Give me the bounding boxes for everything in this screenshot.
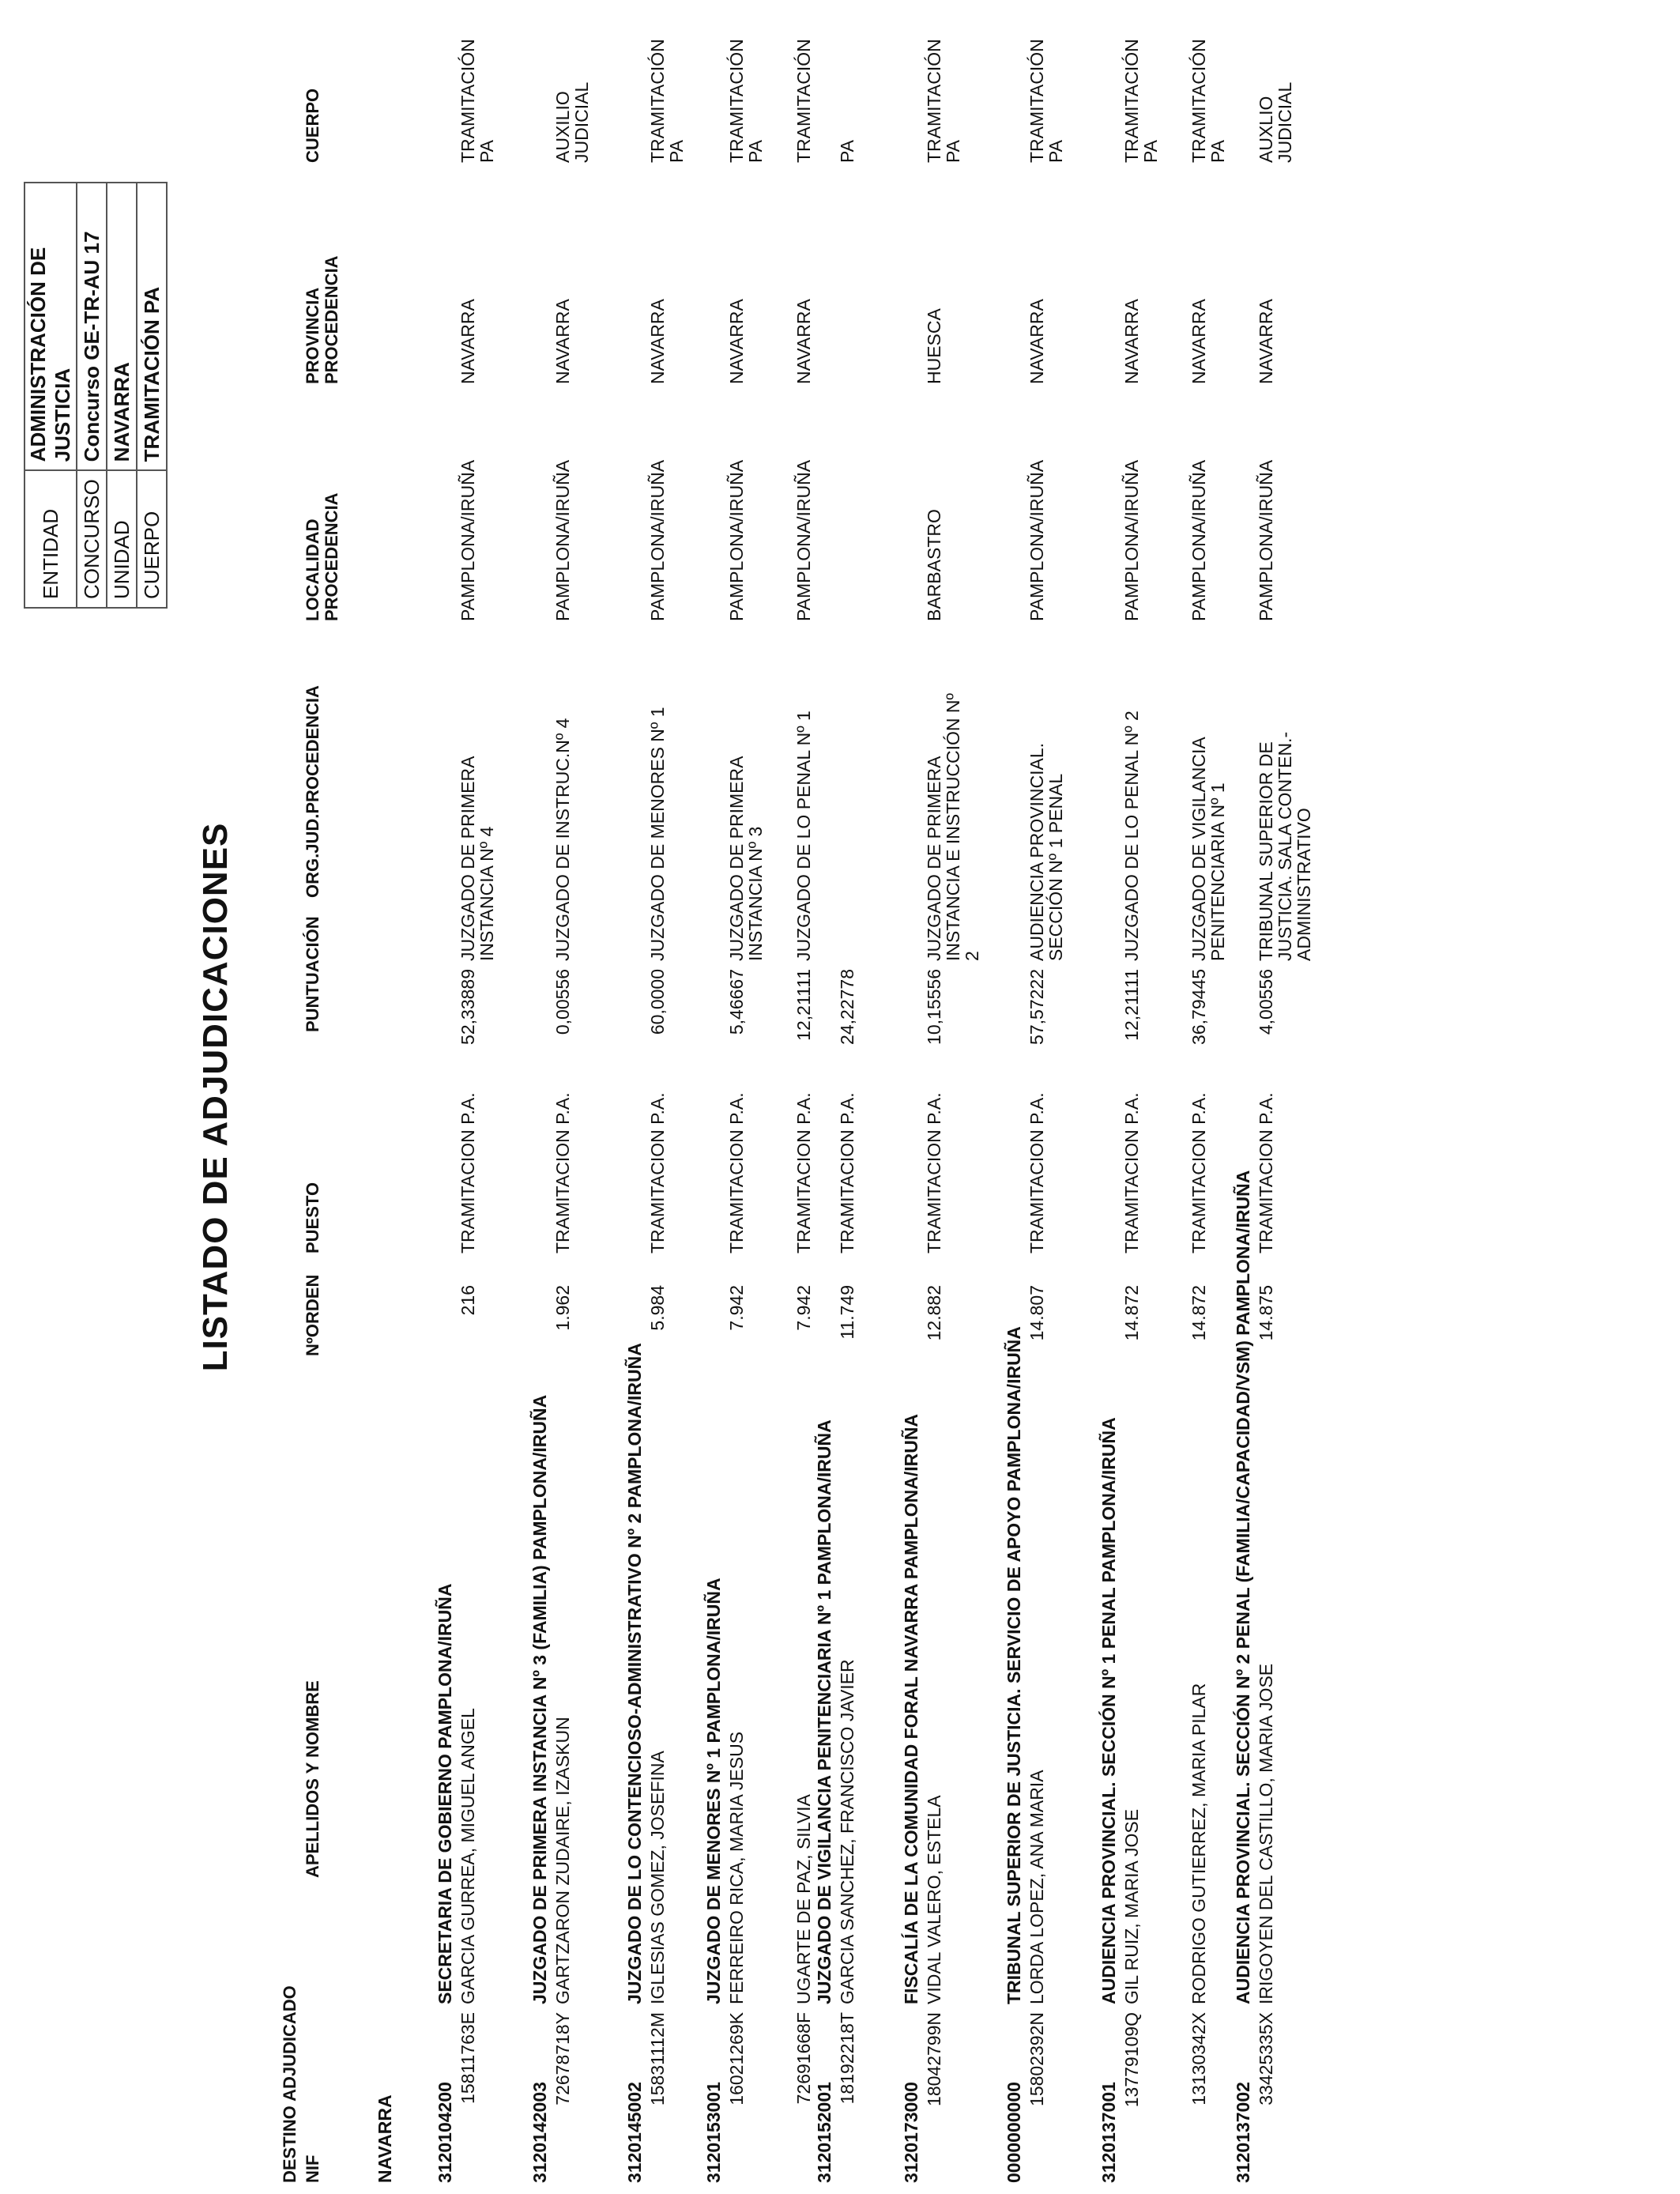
cell-localidad: PAMPLONA/IRUÑA [1188,459,1209,621]
cell-provincia: HUESCA [924,308,944,384]
cell-orden: 1.962 [552,1285,573,1331]
info-value: NAVARRA [107,183,137,470]
group-name: AUDIENCIA PROVINCIAL. SECCIÓN Nº 2 PENAL (FAMILIA/CAPACIDAD/VSM) PAMPLONA/IRUÑA [1233,1170,1253,2004]
group-code: 3120137001 [1098,2082,1119,2183]
page-title: LISTADO DE ADJUDICACIONES [196,822,235,1372]
cell-org: JUZGADO DE INSTRUC.Nº 4 [552,718,573,961]
group-code: 3120104200 [435,2082,455,2183]
cell-cuerpo: TRAMITACIÓN PA [1121,39,1161,163]
header-org: ORG.JUD.PROCEDENCIA [303,685,322,898]
info-box [24,182,168,609]
cell-org: JUZGADO DE VIGILANCIA PENITENCIARIA Nº 1 [1188,737,1228,961]
cell-orden: 12.882 [924,1285,944,1341]
cell-nif: 33425335X [1256,2012,1276,2105]
cell-provincia: NAVARRA [458,299,478,384]
cell-cuerpo: TRAMITACIÓN PA [458,39,497,163]
info-value: ADMINISTRACIÓN DE JUSTICIA [24,183,77,470]
cell-puntuacion: 52,33889 [458,969,478,1045]
header-orden: NºORDEN [303,1274,322,1356]
cell-cuerpo: TRAMITACIÓN PA [1026,39,1066,163]
cell-orden: 14.872 [1121,1285,1142,1341]
cell-localidad: PAMPLONA/IRUÑA [1121,459,1142,621]
cell-orden: 14.807 [1026,1285,1047,1341]
cell-org: JUZGADO DE LO PENAL Nº 2 [1121,711,1142,961]
cell-cuerpo: TRAMITACIÓN [793,39,814,163]
cell-puntuacion: 0,00556 [552,969,573,1035]
cell-org: JUZGADO DE PRIMERA INSTANCIA Nº 3 [726,756,766,961]
cell-nombre: GARTZARON ZUDAIRE, IZASKUN [552,1717,573,2004]
region-label: NAVARRA [375,2094,395,2183]
cell-cuerpo: PA [837,140,857,163]
cell-nombre: RODRIGO GUTIERREZ, MARIA PILAR [1188,1683,1209,2004]
cell-cuerpo: AUXILIO JUDICIAL [552,81,592,163]
group-name: TRIBUNAL SUPERIOR DE JUSTICIA. SERVICIO DE APOYO PAMPLONA/IRUÑA [1004,1326,1024,2004]
info-key: CUERPO [137,470,167,608]
cell-localidad: PAMPLONA/IRUÑA [793,459,814,621]
cell-puntuacion: 60,0000 [647,969,668,1035]
cell-nombre: UGARTE DE PAZ, SILVIA [793,1794,814,2004]
cell-provincia: NAVARRA [552,299,573,384]
cell-orden: 7.942 [726,1285,747,1331]
cell-provincia: NAVARRA [1121,299,1142,384]
group-name: JUZGADO DE PRIMERA INSTANCIA Nº 3 (FAMILIA) PAMPLONA/IRUÑA [529,1394,550,2004]
cell-puntuacion: 36,79445 [1188,969,1209,1045]
cell-localidad: PAMPLONA/IRUÑA [1026,459,1047,621]
cell-puesto: TRAMITACION P.A. [793,1092,814,1253]
cell-org: JUZGADO DE MENORES Nº 1 [647,707,668,961]
cell-puesto: TRAMITACION P.A. [1026,1092,1047,1253]
cell-nombre: GARCIA SANCHEZ, FRANCISCO JAVIER [837,1659,857,2004]
info-row [77,183,107,608]
cell-orden: 14.872 [1188,1285,1209,1341]
cell-cuerpo: TRAMITACIÓN PA [647,39,687,163]
cell-orden: 216 [458,1285,478,1316]
cell-puesto: TRAMITACION P.A. [1121,1092,1142,1253]
info-key: ENTIDAD [24,470,77,608]
cell-nombre: LORDA LOPEZ, ANA MARIA [1026,1770,1047,2004]
cell-provincia: NAVARRA [1256,299,1276,384]
cell-localidad: PAMPLONA/IRUÑA [458,459,478,621]
cell-puesto: TRAMITACION P.A. [458,1092,478,1253]
group-name: JUZGADO DE LO CONTENCIOSO-ADMINISTRATIVO Nº 2 PAMPLONA/IRUÑA [624,1343,645,2004]
group-code: 0000000000 [1004,2082,1024,2183]
cell-puesto: TRAMITACION P.A. [1256,1092,1276,1253]
cell-puntuacion: 5,46667 [726,969,747,1035]
cell-cuerpo: TRAMITACIÓN PA [1188,39,1228,163]
header-provincia: PROVINCIA PROCEDENCIA [303,255,341,384]
cell-puesto: TRAMITACION P.A. [552,1092,573,1253]
cell-puntuacion: 57,57222 [1026,969,1047,1045]
cell-orden: 14.875 [1256,1285,1276,1341]
header-puntuacion: PUNTUACIÓN [303,916,322,1032]
cell-provincia: NAVARRA [1188,299,1209,384]
cell-puesto: TRAMITACION P.A. [837,1092,857,1253]
info-row [24,183,77,608]
cell-org: JUZGADO DE PRIMERA INSTANCIA E INSTRUCCIÓN Nº 2 [924,693,982,961]
cell-nombre: VIDAL VALERO, ESTELA [924,1795,944,2004]
cell-puntuacion: 4,00556 [1256,969,1276,1035]
cell-cuerpo: AUXLIO JUDICIAL [1256,81,1295,163]
cell-puesto: TRAMITACION P.A. [924,1092,944,1253]
cell-org: TRIBUNAL SUPERIOR DE JUSTICIA. SALA CONTEN.-ADMINISTRATIVO [1256,731,1314,961]
cell-org: JUZGADO DE PRIMERA INSTANCIA Nº 4 [458,756,497,961]
cell-nombre: GARCIA GURREA, MIGUEL ANGEL [458,1708,478,2004]
cell-orden: 11.749 [837,1285,857,1340]
cell-nif: 72678718Y [552,2012,573,2105]
header-nombre: APELLIDOS Y NOMBRE [303,1680,322,1878]
cell-nif: 16021269K [726,2012,747,2105]
cell-nif: 13130342X [1188,2012,1209,2105]
cell-nif: 15831112M [647,2012,668,2106]
cell-puesto: TRAMITACION P.A. [647,1092,668,1253]
cell-puntuacion: 24,22778 [837,969,857,1045]
info-row [107,183,137,608]
header-puesto: PUESTO [303,1182,322,1253]
group-name: SECRETARIA DE GOBIERNO PAMPLONA/IRUÑA [435,1583,455,2004]
group-code: 3120152001 [814,2082,834,2183]
cell-nombre: FERREIRO RICA, MARIA JESUS [726,1731,747,2004]
group-name: JUZGADO DE MENORES Nº 1 PAMPLONA/IRUÑA [703,1578,724,2004]
cell-cuerpo: TRAMITACIÓN PA [924,39,963,163]
cell-nif: 18192218T [837,2012,857,2105]
group-name: FISCALÍA DE LA COMUNIDAD FORAL NAVARRA PAMPLONA/IRUÑA [901,1413,921,2004]
group-code: 3120137002 [1233,2082,1253,2183]
cell-localidad: PAMPLONA/IRUÑA [647,459,668,621]
cell-nif: 72691668F [793,2012,814,2105]
cell-localidad: PAMPLONA/IRUÑA [726,459,747,621]
cell-org: JUZGADO DE LO PENAL Nº 1 [793,711,814,961]
info-value: Concurso GE-TR-AU 17 [77,183,107,470]
group-name: AUDIENCIA PROVINCIAL. SECCIÓN Nº 1 PENAL PAMPLONA/IRUÑA [1098,1417,1119,2004]
cell-nif: 13779109Q [1121,2012,1142,2108]
cell-nombre: IRIGOYEN DEL CASTILLO, MARIA JOSE [1256,1663,1276,2004]
cell-cuerpo: TRAMITACIÓN PA [726,39,766,163]
cell-puntuacion: 12,21111 [793,969,814,1041]
group-code: 3120142003 [529,2082,550,2183]
header-nif: NIF [303,2154,322,2183]
group-code: 3120173000 [901,2082,921,2183]
cell-puesto: TRAMITACION P.A. [1188,1092,1209,1253]
cell-orden: 5.984 [647,1285,668,1331]
info-key: UNIDAD [107,470,137,608]
cell-provincia: NAVARRA [726,299,747,384]
header-destino: DESTINO ADJUDICADO [280,1985,299,2183]
cell-orden: 7.942 [793,1285,814,1331]
group-name: JUZGADO DE VIGILANCIA PENITENCIARIA Nº 1 PAMPLONA/IRUÑA [814,1419,834,2004]
cell-nif: 15811763E [458,2012,478,2104]
cell-provincia: NAVARRA [647,299,668,384]
group-code: 3120145002 [624,2082,645,2183]
cell-provincia: NAVARRA [1026,299,1047,384]
header-cuerpo: CUERPO [303,88,322,163]
cell-nif: 18042799N [924,2012,944,2106]
info-value: TRAMITACIÓN PA [137,183,167,470]
cell-localidad: PAMPLONA/IRUÑA [552,459,573,621]
cell-nombre: GIL RUIZ, MARIA JOSE [1121,1808,1142,2004]
cell-localidad: BARBASTRO [924,509,944,621]
header-localidad: LOCALIDAD PROCEDENCIA [303,492,341,621]
cell-localidad: PAMPLONA/IRUÑA [1256,459,1276,621]
cell-provincia: NAVARRA [793,299,814,384]
cell-org: AUDIENCIA PROVINCIAL. SECCIÓN Nº 1 PENAL [1026,742,1066,961]
cell-nif: 15802392N [1026,2012,1047,2106]
info-key: CONCURSO [77,470,107,608]
cell-nombre: IGLESIAS GOMEZ, JOSEFINA [647,1751,668,2004]
cell-puesto: TRAMITACION P.A. [726,1092,747,1253]
info-row [137,183,167,608]
cell-puntuacion: 10,15556 [924,969,944,1045]
group-code: 3120153001 [703,2082,724,2183]
cell-puntuacion: 12,21111 [1121,969,1142,1041]
